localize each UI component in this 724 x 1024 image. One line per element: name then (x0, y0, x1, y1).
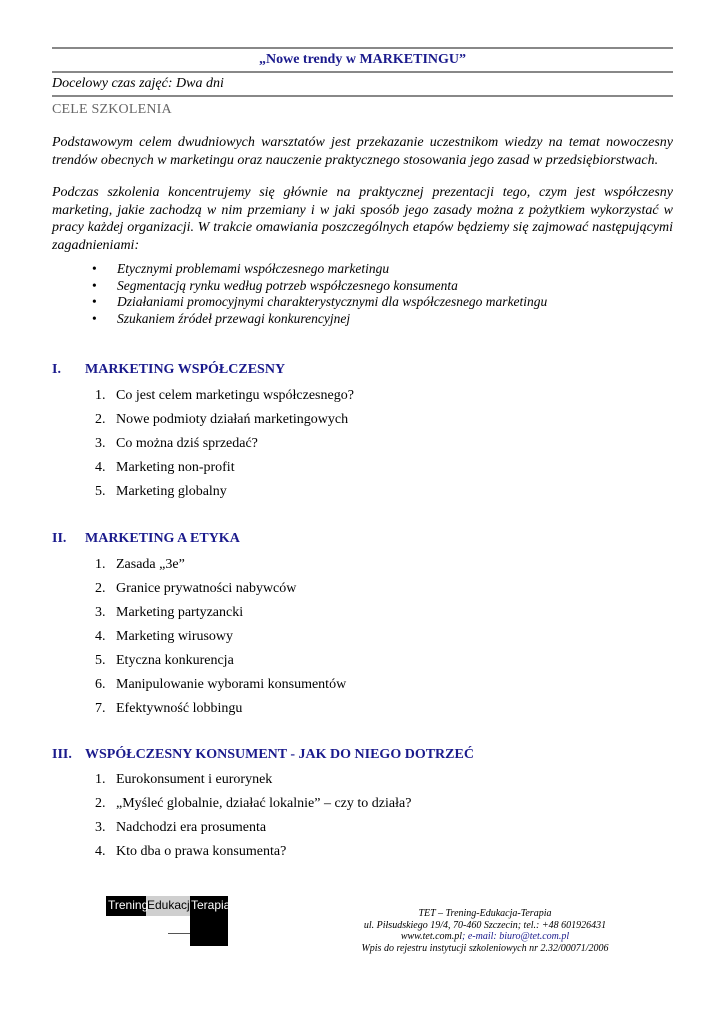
bullet-icon: • (92, 261, 97, 276)
list-item: 5. Etyczna konkurencja (95, 653, 234, 668)
section-numeral: III. (52, 747, 72, 762)
website-link[interactable]: www.tet.com.pl (400, 931, 463, 943)
email-link[interactable]: ; e-mail: biuro@tet.com.pl (462, 931, 570, 943)
top-rule (52, 47, 673, 49)
goals-paragraph-2: Podczas szkolenia koncentrujemy się głównie na praktycznej prezentacji tego, czym jest współczesny marketing, jakie zachodzą w nim przemiany i w jaki sposób jego zasady można z pożytkiem wykorzystać w pracy każdej organizacji. W trakcie omawiania poszczególnych etapów będziemy się zajmować następującymi zagadnieniami: (52, 185, 673, 253)
logo-word-edukacja: Edukacja (147, 898, 197, 912)
list-item: 4. Kto dba o prawa konsumenta? (95, 844, 287, 859)
course-duration: Docelowy czas zajęć: Dwa dni (52, 76, 224, 91)
page-title: „Nowe trendy w MARKETINGU” (258, 52, 466, 67)
logo-word-trening: Trening (108, 898, 149, 912)
section-numeral: I. (52, 362, 61, 377)
footer-address: ul. Piłsudskiego 19/4, 70-460 Szczecin; tel.: +48 601926431 (363, 919, 607, 931)
list-item: 3. Marketing partyzancki (95, 605, 244, 620)
footer-contact (340, 908, 630, 954)
list-item: 7. Efektywność lobbingu (95, 701, 243, 716)
goals-paragraph-1: Podstawowym celem dwudniowych warsztatów jest przekazanie uczestnikom wiedzy na temat nowoczesny trendów obecnych w marketingu oraz nauczenie praktycznego stosowania jego zasad w przedsiębiorstwach. (52, 135, 673, 168)
list-item: 4. Marketing wirusowy (95, 629, 234, 644)
section-title: WSPÓŁCZESNY KONSUMENT - JAK DO NIEGO DOTRZEĆ (85, 747, 474, 762)
list-item: 2. Granice prywatności nabywców (95, 581, 297, 596)
list-item: 2. Nowe podmioty działań marketingowych (95, 412, 349, 427)
title-divider (52, 71, 673, 73)
footer-registry: Wpis do rejestru instytucji szkoleniowych nr 2.32/00071/2006 (361, 942, 609, 954)
section-numeral: II. (52, 531, 67, 546)
list-item: 5. Marketing globalny (95, 484, 227, 499)
list-item: 2. „Myśleć globalnie, działać lokalnie” – czy to działa? (95, 796, 412, 811)
list-item: • Szukaniem źródeł przewagi konkurencyjnej (92, 310, 351, 326)
goals-heading: CELE SZKOLENIA (52, 102, 172, 117)
footer-web-email (340, 931, 630, 943)
section-title: MARKETING WSPÓŁCZESNY (85, 362, 286, 377)
list-item: 3. Co można dziś sprzedać? (95, 436, 258, 451)
list-item: 3. Nadchodzi era prosumenta (95, 820, 267, 835)
list-item: 1. Eurokonsument i eurorynek (95, 772, 273, 787)
list-item: • Działaniami promocyjnymi charakterystycznymi dla współczesnego marketingu (92, 294, 548, 309)
list-item: 6. Manipulowanie wyborami konsumentów (95, 677, 347, 692)
list-item: • Segmentacją rynku według potrzeb współczesnego konsumenta (92, 277, 458, 293)
section-3-list (95, 771, 411, 867)
section-2-list (95, 556, 346, 724)
list-item: • Etycznymi problemami współczesnego marketingu (92, 261, 390, 276)
bullet-icon: • (92, 310, 97, 326)
list-item: 4. Marketing non-profit (95, 460, 235, 475)
logo-word-terapia: Terapia (191, 898, 231, 912)
section-title: MARKETING A ETYKA (85, 531, 240, 546)
logo-underline (168, 933, 190, 934)
list-item: 1. Zasada „3e” (95, 557, 185, 572)
tet-logo (106, 896, 231, 946)
topics-bullet-list (92, 261, 672, 327)
bullet-icon: • (92, 277, 97, 293)
duration-divider (52, 95, 673, 97)
bullet-icon: • (92, 294, 97, 309)
footer-company: TET – Trening-Edukacja-Terapia (418, 908, 552, 919)
section-1-list (95, 387, 354, 507)
list-item: 1. Co jest celem marketingu współczesnego? (95, 388, 354, 403)
